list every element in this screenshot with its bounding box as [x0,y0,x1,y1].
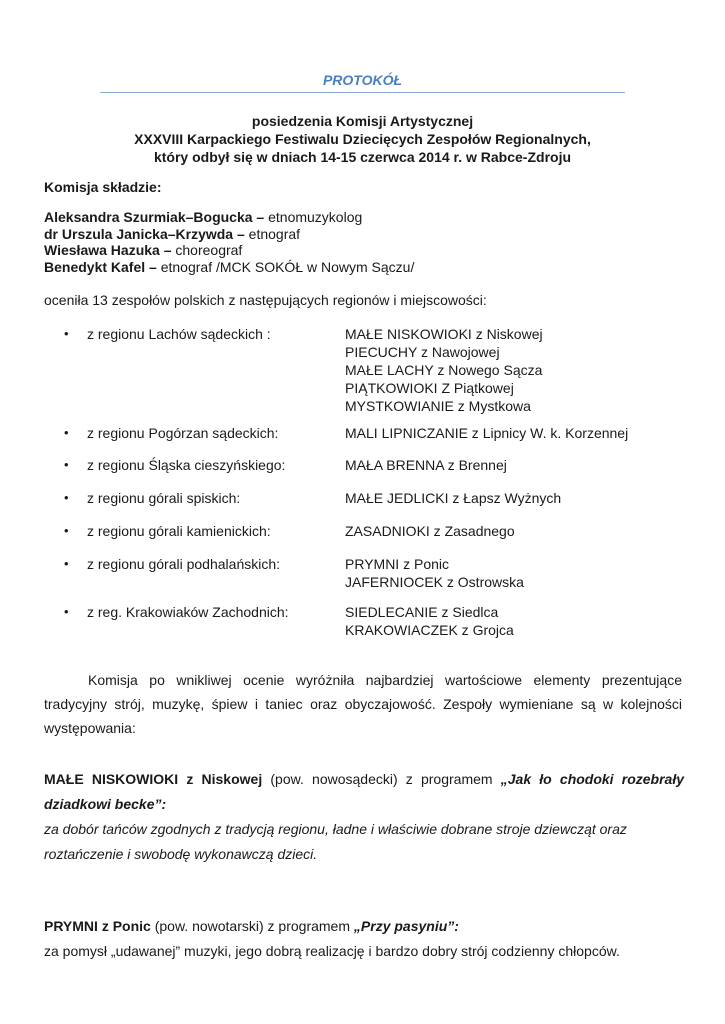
intro-text: oceniła 13 zespołów polskich z następujących regionów i miejscowości: [44,292,487,308]
summary-text: Komisja po wnikliwej ocenie wyróżniła najbardziej wartościowe elementy prezentujące tradycyjny strój, muzykę, śpiew i taniec oraz obyczajowość. Zespoły wymieniane są w kolejności występowania: [44,672,682,736]
award-reason-continued: roztańczenie i swobodę wykonawczą dzieci. [44,846,318,862]
award-district: (pow. nowosądecki) z programem [262,771,501,787]
heading-line-3: który odbył się w dniach 14-15 czerwca 2014 r. w Rabce-Zdroju [153,149,572,165]
region-groups [345,325,543,415]
member-3 [44,242,414,259]
group-name: PIECUCHY z Nawojowej [345,344,500,360]
bullet-icon: • [64,457,69,472]
group-name: PIĄTKOWIOKI Z Piątkowej [345,380,514,396]
bullet-icon: • [64,604,69,619]
region-groups [345,424,628,442]
region-label: z regionu górali spiskich: [87,490,241,506]
group-name: JAFERNIOCEK z Ostrowska [345,574,524,590]
member-name: Wiesława Hazuka – [44,242,172,258]
document-heading [0,112,725,166]
group-name: MYSTKOWIANIE z Mystkowa [345,398,531,414]
group-name: MAŁE LACHY z Nowego Sącza [345,362,543,378]
member-role: choreograf [171,242,243,258]
member-1 [44,209,414,226]
region-label: z regionu górali podhalańskich: [87,556,281,572]
member-role: etnomuzykolog [264,209,363,225]
summary-paragraph [44,668,682,740]
award-program: „Przy pasyniu”: [353,918,459,934]
member-role: etnograf /MCK SOKÓŁ w Nowym Sączu/ [156,258,415,275]
group-name: KRAKOWIACZEK z Grojca [345,622,514,638]
bullet-icon: • [64,556,69,571]
region-label: z regionu Lachów sądeckich : [87,326,271,342]
region-label: z regionu górali kamienickich: [87,523,271,539]
award-entry [44,914,684,964]
group-name: SIEDLECANIE z Siedlca [345,604,499,620]
group-name: PRYMNI z Ponic [345,556,449,572]
award-group: MAŁE NISKOWIOKI z Niskowej [44,771,263,787]
award-headline [44,767,684,792]
region-label: z regionu Pogórzan sądeckich: [87,425,279,441]
award-reason: za pomysł „udawanej” muzyki, jego dobrą realizację i bardzo dobry strój codzienny chłopców. [44,943,620,959]
award-program-continued: dziadkowi becke”: [44,796,167,812]
heading-line-2: XXXVIII Karpackiego Festiwalu Dziecięcych Zespołów Regionalnych, [134,131,591,147]
document-title: PROTOKÓŁ [322,72,403,88]
bullet-icon: • [64,326,69,341]
member-name: dr Urszula Janicka–Krzywda – [44,225,245,242]
member-name: Benedykt Kafel – [44,258,157,275]
region-groups [345,489,561,507]
member-name: Aleksandra Szurmiak–Bogucka – [44,209,265,225]
award-entry [44,767,684,867]
group-name: ZASADNIOKI z Zasadnego [345,523,515,539]
region-groups [345,603,514,639]
member-role: etnograf [244,225,301,242]
award-headline [44,914,684,939]
heading-line-1: posiedzenia Komisji Artystycznej [251,113,474,129]
region-groups [345,456,507,474]
group-name: MAŁA BRENNA z Brennej [345,457,507,473]
group-name: MALI LIPNICZANIE z Lipnicy W. k. Korzennej [345,425,629,441]
region-groups [345,555,524,591]
committee-members [44,209,414,275]
member-2 [44,226,414,243]
bullet-icon: • [64,523,69,538]
bullet-icon: • [64,490,69,505]
title-underline [100,92,625,93]
committee-label: Komisja składzie: [44,179,162,195]
award-program: „Jak ło chodoki rozebrały [500,771,684,787]
award-reason: za dobór tańców zgodnych z tradycją regionu, ładne i właściwie dobrane stroje dziewcząt oraz [44,821,627,837]
bullet-icon: • [64,425,69,440]
member-4 [44,259,414,276]
award-district: (pow. nowotarski) z programem [150,918,354,934]
region-label: z reg. Krakowiaków Zachodnich: [87,604,289,620]
group-name: MAŁE JEDLICKI z Łapsz Wyżnych [345,490,562,506]
region-label: z regionu Śląska cieszyńskiego: [87,457,286,473]
group-name: MAŁE NISKOWIOKI z Niskowej [345,326,543,342]
award-group: PRYMNI z Ponic [44,918,151,934]
region-groups [345,522,515,540]
